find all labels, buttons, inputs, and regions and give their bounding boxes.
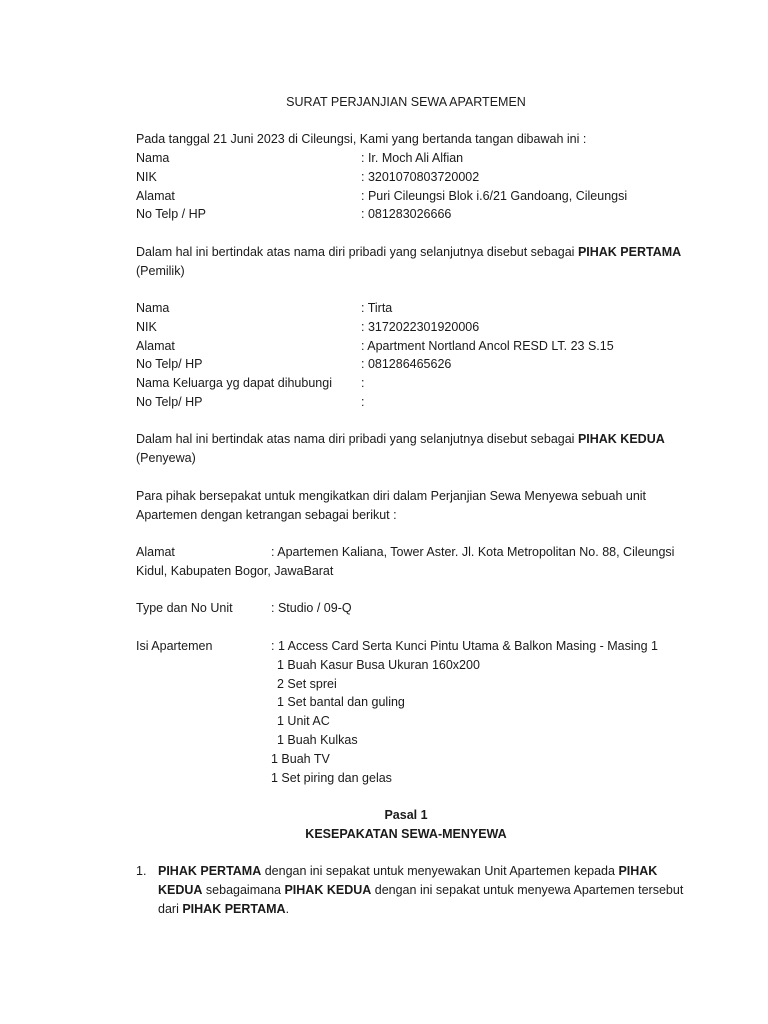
pasal-title: KESEPAKATAN SEWA-MENYEWA xyxy=(305,826,507,841)
role-label: (Penyewa) xyxy=(136,450,196,465)
detail-value: : Puri Cileungsi Blok i.6/21 Gandoang, Cileungsi xyxy=(361,188,628,203)
detail-label: No Telp / HP xyxy=(136,207,206,222)
clause-text: PIHAK PERTAMA dengan ini sepakat untuk menyewakan Unit Apartemen kepada PIHAK KEDUA sebagaimana PIHAK KEDUA dengan ini sepakat untuk menyewa Apartemen tersebut dari PIHAK PERTAMA. xyxy=(158,864,684,916)
pihak-pertama-statement xyxy=(136,243,681,281)
list-item: 1 Unit AC xyxy=(277,714,330,729)
detail-label: NIK xyxy=(136,169,157,184)
list-item: 1 Buah TV xyxy=(271,751,330,766)
agreement-line: Apartemen dengan ketrangan sebagai berikut : xyxy=(136,507,397,522)
detail-label: Nama xyxy=(136,301,170,315)
detail-label: No Telp/ HP xyxy=(136,394,203,409)
detail-label: Alamat xyxy=(136,188,175,203)
pihak-kedua-statement xyxy=(136,430,681,468)
detail-value: : 3201070803720002 xyxy=(361,169,480,184)
detail-label: Alamat xyxy=(136,338,175,353)
detail-value: : 081286465626 xyxy=(361,357,452,372)
document-title: SURAT PERJANJIAN SEWA APARTEMEN xyxy=(286,95,526,109)
list-item: 1 Buah Kasur Busa Ukuran 160x200 xyxy=(277,657,480,672)
pihak-pertama-details xyxy=(136,149,681,224)
detail-value-continued: Kidul, Kabupaten Bogor, JawaBarat xyxy=(136,563,334,578)
statement-text: Dalam hal ini bertindak atas nama diri pribadi yang selanjutnya disebut sebagai xyxy=(136,432,578,446)
detail-value: : Ir. Moch Ali Alfian xyxy=(361,151,464,165)
detail-value: : xyxy=(361,376,365,391)
detail-value: : Studio / 09-Q xyxy=(271,601,352,615)
section-heading xyxy=(0,806,768,844)
detail-label: Nama Keluarga yg dapat dihubungi xyxy=(136,376,332,391)
agreement-line: Para pihak bersepakat untuk mengikatkan diri dalam Perjanjian Sewa Menyewa sebuah unit xyxy=(136,489,647,503)
detail-label: No Telp/ HP xyxy=(136,357,203,372)
list-item: 2 Set sprei xyxy=(277,676,337,691)
detail-row xyxy=(136,393,681,412)
party-name: PIHAK PERTAMA xyxy=(577,245,682,259)
unit-contents xyxy=(136,637,681,787)
detail-value: : Apartemen Kaliana, Tower Aster. Jl. Kota Metropolitan No. 88, Cileungsi xyxy=(271,545,675,559)
detail-value: : Tirta xyxy=(361,301,393,315)
detail-label: Isi Apartemen xyxy=(136,639,213,653)
party-name: PIHAK KEDUA xyxy=(577,432,665,446)
detail-row xyxy=(136,374,681,393)
detail-row xyxy=(136,337,681,356)
pasal-number: Pasal 1 xyxy=(384,808,428,822)
clause-number: 1. xyxy=(136,864,147,878)
detail-row xyxy=(136,299,681,318)
detail-row xyxy=(136,205,681,224)
role-label: (Pemilik) xyxy=(136,263,185,278)
detail-value: : 1 Access Card Serta Kunci Pintu Utama & Balkon Masing - Masing 1 xyxy=(271,639,658,653)
detail-value: : 081283026666 xyxy=(361,207,452,222)
detail-label: Type dan No Unit xyxy=(136,601,233,615)
detail-value: : Apartment Nortland Ancol RESD LT. 23 S.15 xyxy=(361,338,614,353)
detail-row xyxy=(136,187,681,206)
statement-text: Dalam hal ini bertindak atas nama diri pribadi yang selanjutnya disebut sebagai xyxy=(136,245,578,259)
detail-value: : 3172022301920006 xyxy=(361,319,480,334)
unit-type xyxy=(136,599,681,618)
detail-row xyxy=(136,355,681,374)
detail-label: Alamat xyxy=(136,545,175,559)
detail-row xyxy=(136,168,681,187)
intro-text: Pada tanggal 21 Juni 2023 di Cileungsi, Kami yang bertanda tangan dibawah ini : xyxy=(136,132,587,146)
intro-paragraph xyxy=(136,130,681,149)
detail-label: Nama xyxy=(136,151,170,165)
unit-address xyxy=(136,543,681,581)
detail-row xyxy=(136,149,681,168)
list-item: 1 Buah Kulkas xyxy=(277,732,358,747)
agreement-paragraph xyxy=(136,487,681,525)
list-item: 1 Set piring dan gelas xyxy=(271,770,392,785)
detail-row xyxy=(136,318,681,337)
detail-value: : xyxy=(361,394,365,409)
pihak-kedua-details xyxy=(136,299,681,412)
list-item: 1 Set bantal dan guling xyxy=(277,695,405,710)
detail-label: NIK xyxy=(136,319,157,334)
